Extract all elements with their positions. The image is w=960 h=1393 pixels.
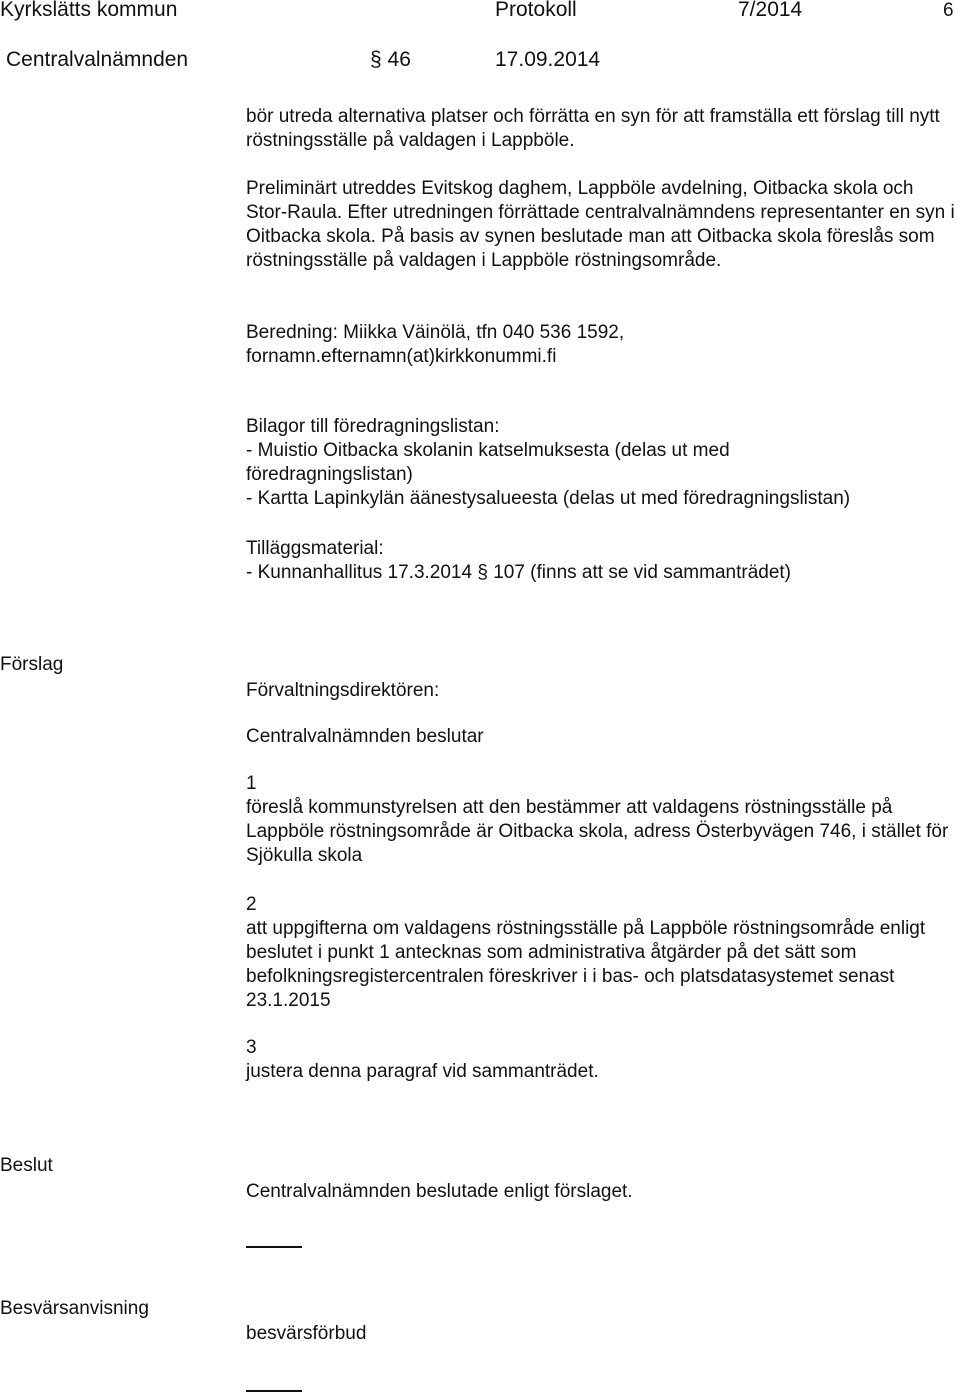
proposal-item-3: [246, 1036, 958, 1084]
attachments-title: Bilagor till föredragningslistan:: [246, 416, 500, 437]
preparation-info: [246, 321, 958, 369]
proposal-item-number: 1: [246, 773, 257, 794]
decision-text: Centralvalnämnden beslutade enligt förslaget.: [246, 1181, 633, 1202]
section-mark: §: [370, 48, 382, 71]
intro-paragraph-2: Preliminärt utreddes Evitskog daghem, Lappböle avdelning, Oitbacka skola och Stor-Raula. Efter utredningen förrättade centralvalnämndens representanter en syn i Oitbacka skola. På basis av synen beslutade man att Oitbacka skola föreslås som röstningsställe på valdagen i Lappböle röstningsområde.: [246, 178, 955, 271]
section-number: [370, 48, 411, 72]
municipality-name: Kyrkslätts kommun: [0, 0, 178, 21]
additional-material-section: [246, 537, 958, 585]
proposal-item-text: justera denna paragraf vid sammanträdet.: [246, 1061, 599, 1082]
appeal-divider: [246, 1390, 302, 1392]
document-type: Protokoll: [495, 0, 577, 21]
meeting-date: 17.09.2014: [495, 48, 601, 71]
proposal-side-label: Förslag: [0, 654, 64, 675]
proposal-item-text: att uppgifterna om valdagens röstningsställe på Lappböle röstningsområde enligt beslutet i punkt 1 antecknas som administrativa åtgärder på det sätt som befolkningsregistercentralen föreskriver i i bas- och platsdatasystemet senast 23.1.2015: [246, 918, 926, 1011]
decision-side-label: Beslut: [0, 1155, 53, 1176]
additional-material-title: Tilläggsmaterial:: [246, 538, 384, 559]
attachment-item: - Muistio Oitbacka skolanin katselmuksesta (delas ut med föredragningslistan): [246, 440, 730, 485]
proposal-item-number: 2: [246, 894, 257, 915]
body-name: Centralvalnämnden: [6, 48, 189, 71]
appeal-side-label: Besvärsanvisning: [0, 1298, 149, 1319]
document-number: 7/2014: [738, 0, 803, 21]
proposal-decides: Centralvalnämnden beslutar: [246, 726, 484, 747]
page-number: 6: [943, 0, 954, 21]
proposal-item-number: 3: [246, 1037, 257, 1058]
section-number-value: 46: [387, 48, 411, 71]
proposal-item-text: föreslå kommunstyrelsen att den bestämmer att valdagens röstningsställe på Lappböle röstningsområde är Oitbacka skola, adress Österbyvägen 746, i stället för Sjökulla skola: [246, 797, 949, 866]
attachment-item: - Kartta Lapinkylän äänestysalueesta (delas ut med föredragningslistan): [246, 488, 851, 509]
proposal-item-1: [246, 772, 958, 868]
decision-divider: [246, 1246, 302, 1248]
proposal-item-2: [246, 893, 958, 1013]
proposer: Förvaltningsdirektören:: [246, 680, 440, 701]
appeal-text: besvärsförbud: [246, 1323, 367, 1344]
additional-material-item: - Kunnanhallitus 17.3.2014 § 107 (finns att se vid sammanträdet): [246, 562, 792, 583]
preparation-line: Beredning: Miikka Väinölä, tfn 040 536 1592,: [246, 322, 625, 343]
preparation-email: fornamn.efternamn(at)kirkkonummi.fi: [246, 346, 557, 367]
attachments-section: [246, 415, 958, 511]
intro-paragraph-1: bör utreda alternativa platser och förrätta en syn för att framställa ett förslag till nytt röstningsställe på valdagen i Lappböle.: [246, 106, 940, 151]
